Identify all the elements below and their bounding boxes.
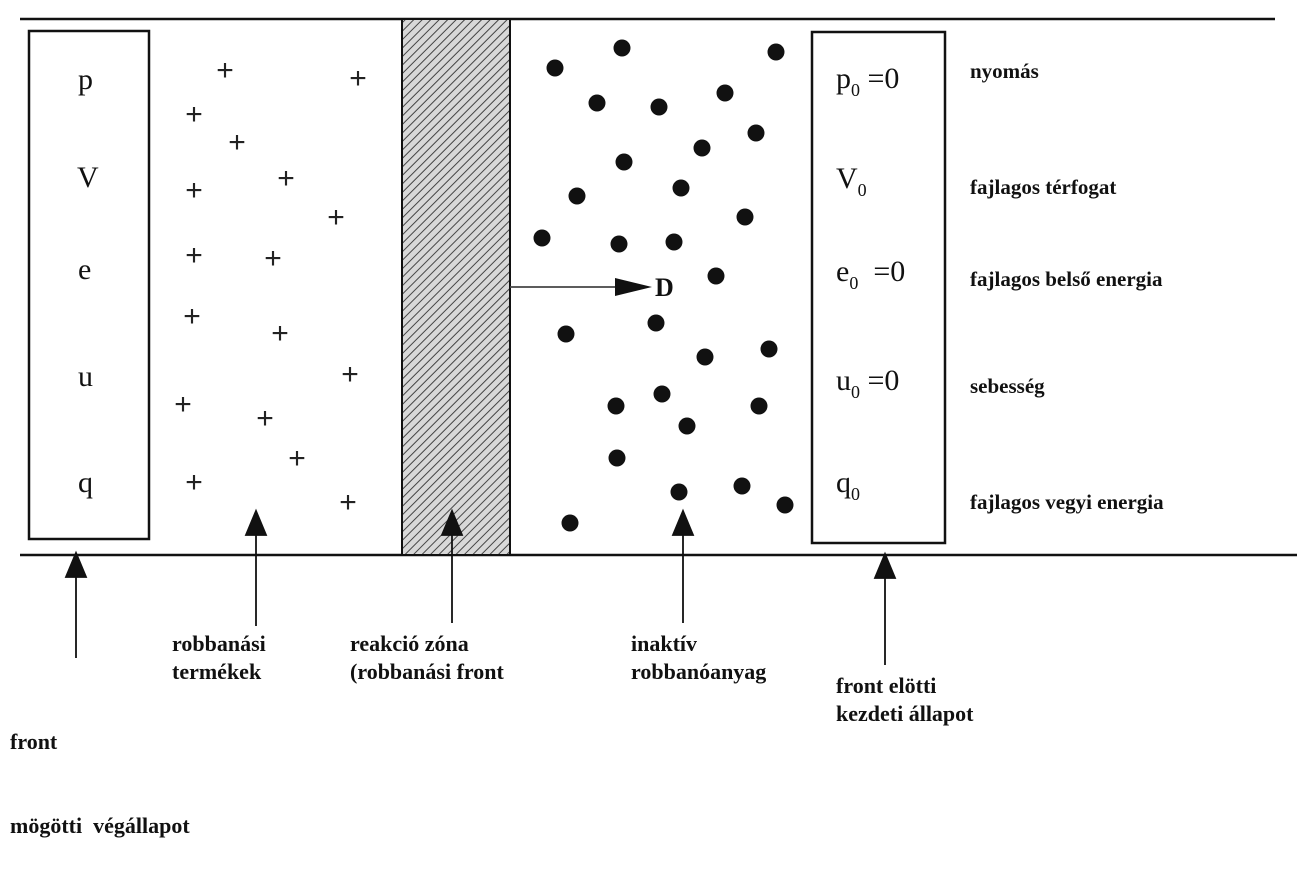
- product-plus-mark: +: [264, 242, 282, 275]
- final-pressure-var: p: [78, 63, 93, 96]
- explosive-particle: [717, 85, 734, 102]
- explosive-particle: [761, 341, 778, 358]
- product-plus-mark: +: [277, 162, 295, 195]
- explosive-particle: [666, 234, 683, 251]
- explosive-particle: [609, 450, 626, 467]
- explosive-particle: [534, 230, 551, 247]
- product-plus-mark: +: [288, 442, 306, 475]
- explosive-particle: [737, 209, 754, 226]
- final-energy-var: e: [78, 253, 92, 286]
- explosive-particle: [547, 60, 564, 77]
- explosive-particle: [616, 154, 633, 171]
- explosive-particle: [614, 40, 631, 57]
- initial-energy-var: $e_0 =0$: [836, 255, 906, 293]
- initial-pressure-var: $p_0 =0$: [836, 62, 900, 100]
- explosive-particle: [648, 315, 665, 332]
- product-plus-mark: +: [183, 300, 201, 333]
- explosive-particle: [589, 95, 606, 112]
- explosive-particle: [611, 236, 628, 253]
- detonation-velocity-label: D: [655, 273, 674, 302]
- explosive-particle: [679, 418, 696, 435]
- product-plus-mark: +: [185, 239, 203, 272]
- label-velocity: sebesség: [970, 374, 1045, 398]
- caption-reaction-zone: reakció zóna (robbanási front: [350, 631, 504, 684]
- explosive-particle: [569, 188, 586, 205]
- product-plus-mark: +: [341, 358, 359, 391]
- product-plus-mark: +: [216, 54, 234, 87]
- pointer-initial-state-head: [875, 554, 895, 578]
- caption-products: robbanási termékek: [172, 631, 266, 684]
- caption-initial-state: front elötti kezdeti állapot: [836, 673, 974, 726]
- explosive-particle: [558, 326, 575, 343]
- reaction-zone-band: [402, 19, 510, 555]
- detonation-velocity-arrowhead: [615, 278, 652, 296]
- pointer-products-head: [246, 511, 266, 535]
- explosive-particle: [651, 99, 668, 116]
- product-plus-mark: +: [185, 98, 203, 131]
- explosive-particle: [608, 398, 625, 415]
- initial-volume-var: $V_0$: [836, 162, 867, 200]
- explosive-particle: [673, 180, 690, 197]
- product-plus-mark: +: [174, 388, 192, 421]
- caption-inactive-explosive: inaktív robbanóanyag: [631, 631, 767, 684]
- label-specific-internal-energy: fajlagos belső energia: [970, 267, 1163, 291]
- explosive-particle: [777, 497, 794, 514]
- initial-velocity-var: $u_0 =0$: [836, 364, 900, 402]
- product-plus-mark: +: [228, 126, 246, 159]
- product-plus-mark: +: [185, 466, 203, 499]
- explosive-particle: [694, 140, 711, 157]
- explosive-particle: [671, 484, 688, 501]
- label-pressure: nyomás: [970, 59, 1039, 83]
- pointer-final-state-head: [66, 553, 86, 577]
- final-velocity-var: u: [78, 360, 93, 393]
- product-plus-mark: +: [256, 402, 274, 435]
- label-specific-chemical-energy: fajlagos vegyi energia: [970, 490, 1164, 514]
- pointer-inactive-head: [673, 511, 693, 535]
- explosive-particle: [768, 44, 785, 61]
- initial-chemical-energy-var: $q_0$: [836, 466, 860, 504]
- product-plus-mark: +: [339, 486, 357, 519]
- explosive-particle: [748, 125, 765, 142]
- explosive-particle: [734, 478, 751, 495]
- product-plus-mark: +: [271, 317, 289, 350]
- explosive-particle: [751, 398, 768, 415]
- explosion-products: [174, 54, 367, 519]
- explosive-particle: [708, 268, 725, 285]
- final-volume-var: V: [77, 161, 99, 194]
- explosive-particle: [654, 386, 671, 403]
- label-specific-volume: fajlagos térfogat: [970, 175, 1117, 199]
- product-plus-mark: +: [327, 201, 345, 234]
- product-plus-mark: +: [185, 174, 203, 207]
- explosive-particle: [697, 349, 714, 366]
- caption-final-state: front mögötti végállapot: [10, 729, 190, 838]
- explosive-particle: [562, 515, 579, 532]
- product-plus-mark: +: [349, 62, 367, 95]
- final-chemical-energy-var: q: [78, 466, 93, 499]
